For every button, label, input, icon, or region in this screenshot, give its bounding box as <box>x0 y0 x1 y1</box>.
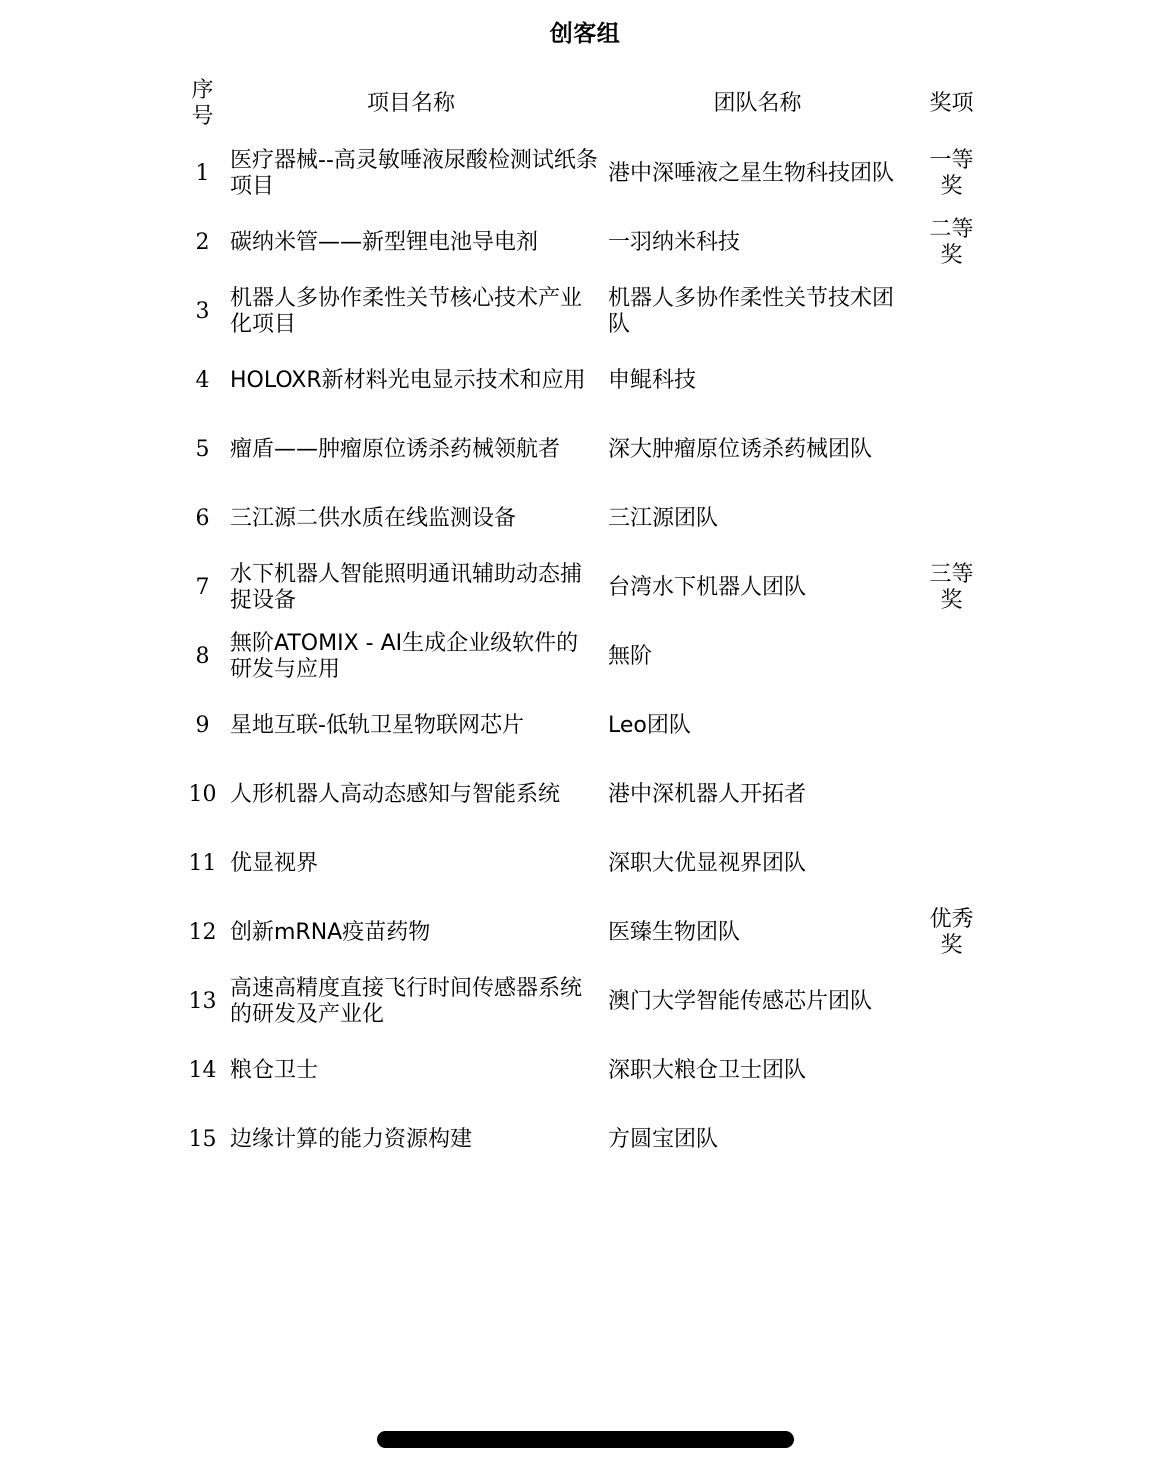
row-award <box>915 829 988 898</box>
row-award <box>915 415 988 484</box>
header-award: 奖项 <box>929 91 974 116</box>
row-seq: 9 <box>195 712 210 738</box>
row-seq: 15 <box>188 1126 217 1152</box>
table-row <box>183 415 988 484</box>
row-team: 深大肿瘤原位诱杀药械团队 <box>608 436 873 462</box>
row-award: 一等奖 <box>929 147 974 199</box>
row-team: 三江源团队 <box>608 505 719 531</box>
row-award <box>915 622 988 691</box>
row-seq: 10 <box>188 781 217 807</box>
row-seq: 1 <box>195 160 210 186</box>
row-team: 深职大粮仓卫士团队 <box>608 1057 807 1083</box>
table-row <box>183 484 988 553</box>
row-team: 無阶 <box>608 643 653 669</box>
row-award <box>915 1105 988 1174</box>
row-award <box>915 967 988 1036</box>
row-team: Leo团队 <box>608 712 691 738</box>
row-award <box>915 277 988 346</box>
table-row <box>183 208 988 277</box>
row-team: 港中深唾液之星生物科技团队 <box>608 160 895 186</box>
table-row <box>183 139 988 208</box>
row-seq: 5 <box>195 436 210 462</box>
table-row <box>183 553 988 622</box>
row-project: 优显视界 <box>230 850 319 876</box>
row-project: 水下机器人智能照明通讯辅助动态捕捉设备 <box>230 561 583 613</box>
row-seq: 11 <box>188 850 217 876</box>
row-project: 瘤盾——肿瘤原位诱杀药械领航者 <box>230 436 561 462</box>
row-seq: 8 <box>195 643 210 669</box>
row-project: 碳纳米管——新型锂电池导电剂 <box>230 229 539 255</box>
table-row <box>183 277 988 346</box>
row-project: 星地互联-低轨卫星物联网芯片 <box>230 712 524 738</box>
row-project: 医疗器械--高灵敏唾液尿酸检测试纸条项目 <box>230 147 598 199</box>
table-row <box>183 967 988 1036</box>
row-project: 粮仓卫士 <box>230 1057 319 1083</box>
row-project: 边缘计算的能力资源构建 <box>230 1126 473 1152</box>
table-row <box>183 622 988 691</box>
header-team: 团队名称 <box>713 91 802 116</box>
header-seq: 序号 <box>191 78 214 129</box>
row-award <box>915 1036 988 1105</box>
row-award <box>915 691 988 760</box>
row-project: 人形机器人高动态感知与智能系统 <box>230 781 561 807</box>
row-award <box>915 484 988 553</box>
table-row <box>183 346 988 415</box>
row-team: 申鲲科技 <box>608 367 697 393</box>
document-title: 创客组 <box>549 21 621 47</box>
table-header-row <box>183 69 988 139</box>
row-award <box>915 346 988 415</box>
table-row <box>183 1105 988 1174</box>
row-award <box>915 760 988 829</box>
row-team: 深职大优显视界团队 <box>608 850 807 876</box>
row-project: 创新mRNA疫苗药物 <box>230 919 431 945</box>
row-team: 一羽纳米科技 <box>608 229 741 255</box>
row-team: 台湾水下机器人团队 <box>608 574 807 600</box>
row-seq: 7 <box>195 574 210 600</box>
row-seq: 13 <box>188 988 217 1014</box>
row-team: 机器人多协作柔性关节技术团队 <box>608 285 895 337</box>
row-award: 三等奖 <box>929 561 974 613</box>
table-row <box>183 691 988 760</box>
row-seq: 3 <box>195 298 210 324</box>
header-project: 项目名称 <box>366 91 455 116</box>
table-row <box>183 898 988 967</box>
row-project: 机器人多协作柔性关节核心技术产业化项目 <box>230 285 583 337</box>
row-project: 三江源二供水质在线监测设备 <box>230 505 517 531</box>
row-team: 医臻生物团队 <box>608 919 741 945</box>
row-project: 高速高精度直接飞行时间传感器系统的研发及产业化 <box>230 975 583 1027</box>
row-project: HOLOXR新材料光电显示技术和应用 <box>230 367 586 393</box>
row-award: 二等奖 <box>929 216 974 268</box>
row-seq: 14 <box>188 1057 217 1083</box>
row-team: 澳门大学智能传感芯片团队 <box>608 988 873 1014</box>
home-indicator[interactable] <box>377 1431 794 1448</box>
row-seq: 6 <box>195 505 210 531</box>
row-team: 港中深机器人开拓者 <box>608 781 807 807</box>
table-row <box>183 1036 988 1105</box>
table-row <box>183 760 988 829</box>
row-seq: 4 <box>195 367 210 393</box>
row-team: 方圆宝团队 <box>608 1126 719 1152</box>
row-award: 优秀奖 <box>929 906 974 958</box>
row-seq: 12 <box>188 919 217 945</box>
awards-table <box>183 69 988 1174</box>
table-row <box>183 829 988 898</box>
row-project: 無阶ATOMIX - AI生成企业级软件的研发与应用 <box>230 630 579 682</box>
row-seq: 2 <box>195 229 210 255</box>
